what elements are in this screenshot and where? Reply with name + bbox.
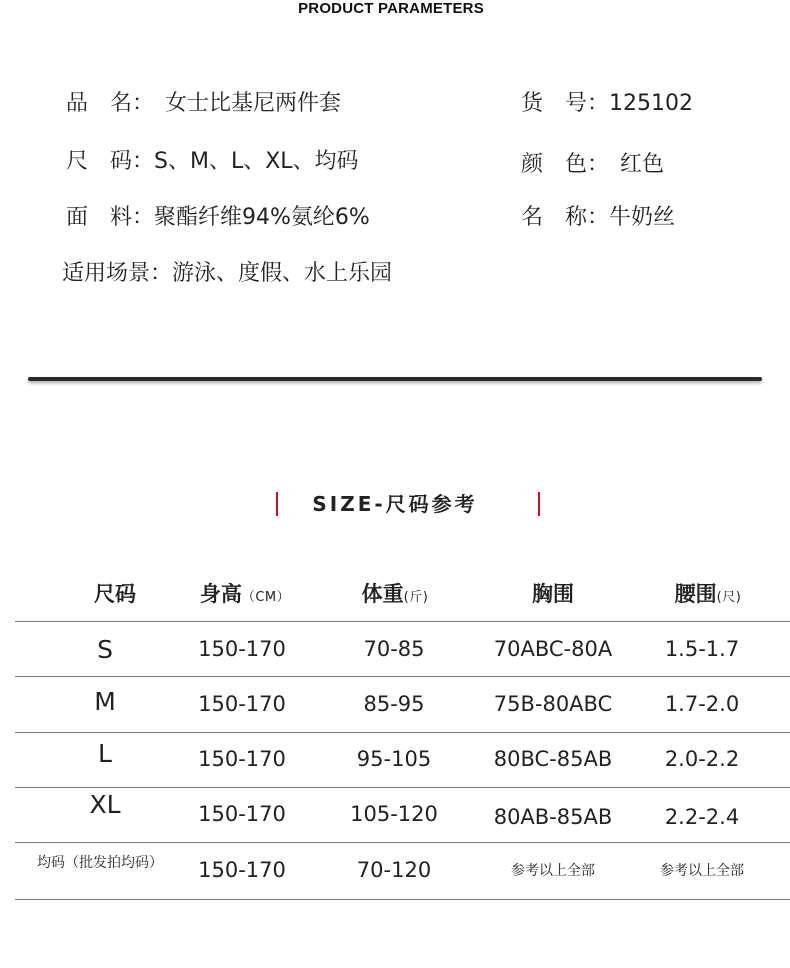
table-rule bbox=[15, 732, 790, 733]
row-xl-height: 150-170 bbox=[198, 802, 286, 826]
param-color: 颜 色： 红色 bbox=[521, 152, 665, 177]
column-header-bust-label: 胸围 bbox=[532, 582, 574, 606]
column-header-size bbox=[55, 580, 175, 608]
row-s-waist: 1.5-1.7 bbox=[664, 637, 740, 661]
column-header-height-unit: （CM） bbox=[241, 590, 291, 605]
row-s-size: S bbox=[97, 635, 113, 664]
row-l-height: 150-170 bbox=[198, 747, 286, 771]
row-m-height: 150-170 bbox=[198, 692, 286, 716]
row-s-bust: 70ABC-80A bbox=[493, 637, 613, 661]
column-header-weight-unit: (斤) bbox=[403, 590, 429, 605]
row-l-weight: 95-105 bbox=[356, 747, 432, 771]
row-xl-bust: 80AB-85AB bbox=[493, 805, 613, 829]
row-onesize-size: 均码（批发拍均码） bbox=[37, 855, 163, 871]
row-xl-size: XL bbox=[89, 790, 121, 819]
row-onesize-bust: 参考以上全部 bbox=[511, 863, 595, 879]
title-accent-bar-right bbox=[538, 492, 540, 516]
section-divider bbox=[28, 377, 762, 381]
row-s-height: 150-170 bbox=[198, 637, 286, 661]
row-l-waist: 2.0-2.2 bbox=[664, 747, 740, 771]
row-xl-waist: 2.2-2.4 bbox=[664, 805, 740, 829]
row-onesize-waist: 参考以上全部 bbox=[660, 863, 744, 879]
param-material-name: 名 称：牛奶丝 bbox=[521, 205, 676, 230]
param-usage: 适用场景：游泳、度假、水上乐园 bbox=[62, 261, 393, 286]
param-fabric: 面 料：聚酯纤维94%氨纶6% bbox=[66, 205, 370, 230]
column-header-waist-unit: (尺) bbox=[716, 590, 742, 605]
row-m-waist: 1.7-2.0 bbox=[664, 692, 740, 716]
table-rule bbox=[15, 787, 790, 788]
row-m-bust: 75B-80ABC bbox=[493, 692, 613, 716]
row-xl-weight: 105-120 bbox=[350, 802, 438, 826]
param-sizes: 尺 码：S、M、L、XL、均码 bbox=[66, 149, 359, 174]
row-onesize-weight: 70-120 bbox=[356, 858, 432, 882]
size-chart-title: SIZE-尺码参考 bbox=[312, 492, 478, 516]
page-title: PRODUCT PARAMETERS bbox=[298, 0, 484, 17]
row-l-size: L bbox=[98, 739, 112, 768]
column-header-waist bbox=[648, 580, 768, 612]
table-rule bbox=[15, 676, 790, 677]
table-rule bbox=[15, 899, 790, 900]
row-onesize-height: 150-170 bbox=[198, 858, 286, 882]
row-l-bust: 80BC-85AB bbox=[493, 747, 613, 771]
column-header-weight bbox=[335, 580, 455, 612]
column-header-height-label: 身高 bbox=[199, 582, 242, 606]
param-product-name: 品 名： 女士比基尼两件套 bbox=[66, 91, 342, 116]
row-m-size: M bbox=[94, 687, 116, 716]
column-header-bust bbox=[493, 580, 613, 608]
column-header-weight-label: 体重 bbox=[361, 582, 404, 606]
table-rule bbox=[15, 842, 790, 843]
table-rule bbox=[15, 621, 790, 622]
param-item-number: 货 号：125102 bbox=[521, 91, 693, 116]
row-m-weight: 85-95 bbox=[363, 692, 425, 716]
row-s-weight: 70-85 bbox=[363, 637, 425, 661]
column-header-height bbox=[185, 580, 305, 612]
column-header-size-label: 尺码 bbox=[94, 582, 136, 606]
column-header-waist-label: 腰围 bbox=[674, 582, 717, 606]
